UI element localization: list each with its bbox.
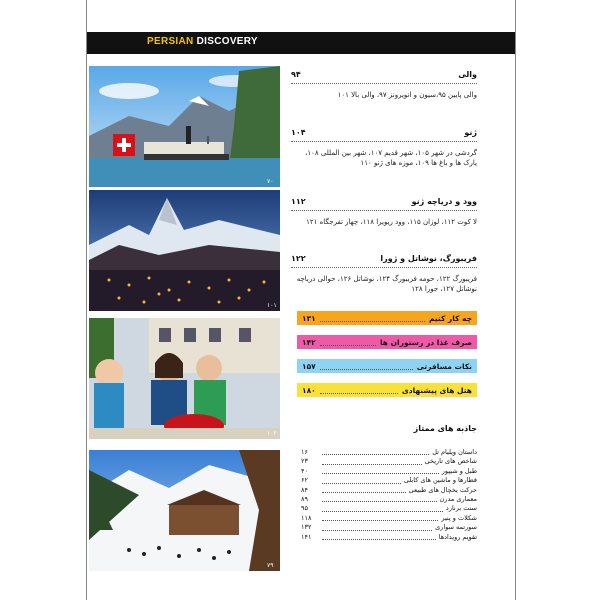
header-band (87, 32, 515, 54)
toc-section (291, 70, 477, 100)
photo-ski-village (89, 450, 280, 571)
toc-section-head[interactable] (291, 70, 477, 79)
toc-bar-page: ۱۸۰ (302, 385, 316, 395)
toc-section (291, 254, 477, 294)
leader-dots (320, 387, 398, 394)
toc-bar-label: چه کار کنیم (428, 313, 472, 323)
toc-section-body: لا کوت ۱۱۲، لوزان ۱۱۵، وود ریویرا ۱۱۸، چهار تفرجگاه ۱۲۱ (306, 218, 477, 226)
list-item[interactable]: طبل و شیپور ۴۰ (301, 466, 477, 475)
toc-section-head[interactable] (291, 254, 477, 263)
toc-bar-hotels[interactable] (297, 383, 477, 397)
attractions-list (301, 448, 477, 542)
photo-page-number: ۷۰ (267, 178, 274, 185)
toc-bar-label: هتل های پیشنهادی (401, 385, 472, 395)
toc-bar-label: صرف غذا در رستوران ها (379, 337, 472, 347)
toc-section-page: ۱۱۲ (291, 197, 306, 206)
photo-fondue-friends (89, 318, 280, 439)
attractions-title: جاذبه های ممتاز (413, 424, 477, 433)
toc-section (291, 128, 477, 168)
photo-page-number: ۷۹ (267, 562, 274, 569)
toc-section-body: والی پایین ۹۵،سیون و انویرونز ۹۷، والی بالا ۱۰۱ (337, 91, 477, 99)
leader-dots (320, 315, 425, 322)
list-item[interactable]: معماری مدرن ۸۹ (301, 495, 477, 504)
toc-section-title: والی (458, 70, 477, 79)
toc-bar-label: نکات مسافرتی (416, 361, 472, 371)
toc-bar-page: ۱۵۷ (302, 361, 316, 371)
list-item[interactable]: شاخص های تاریخی ۲۳ (301, 457, 477, 466)
toc-bar-activities[interactable] (297, 311, 477, 325)
toc-section (291, 197, 477, 227)
toc-section-page: ۹۴ (291, 70, 301, 79)
toc-section-title: ژنو (464, 128, 477, 137)
divider (291, 210, 477, 211)
toc-section-page: ۱۰۴ (291, 128, 306, 137)
book-page (86, 0, 516, 600)
leader-dots (320, 363, 413, 370)
leader-dots (320, 339, 376, 346)
photo-page-number: ۱۰۲ (267, 430, 277, 437)
toc-section-title: وود و دریاچه ژنو (411, 197, 477, 206)
toc-section-body: فریبورگ ۱۲۲، حومه فریبورگ ۱۲۴، نوشاتل ۱۲۶، حوالی دریاچه نوشاتل ۱۲۷، جورا ۱۲۸ (296, 275, 477, 293)
brand-title: PERSIAN DISCOVERY (147, 36, 258, 47)
list-item[interactable]: تقویم رویدادها ۱۴۱ (301, 532, 477, 541)
divider (291, 141, 477, 142)
toc-bar-travel-tips[interactable] (297, 359, 477, 373)
toc-section-head[interactable] (291, 128, 477, 137)
toc-section-title: فریبورگ، نوشاتل و ژورا (380, 254, 477, 263)
toc-section-body: گردشی در شهر ۱۰۵، شهر قدیم ۱۰۷، شهر بین المللی ۱۰۸، پارک ها و باغ ها ۱۰۹، موزه های ژنو ۱۱۰ (305, 149, 477, 167)
list-item[interactable]: سورتمه سواری ۱۳۲ (301, 523, 477, 532)
list-item[interactable]: حرکت یخچال های طبیعی ۸۴ (301, 485, 477, 494)
toc-section-head[interactable] (291, 197, 477, 206)
toc-section-page: ۱۲۲ (291, 254, 306, 263)
divider (291, 83, 477, 84)
photo-lake-steamboat (89, 66, 280, 187)
toc-bar-dining[interactable] (297, 335, 477, 349)
list-item[interactable]: شکلات و پنیر ۱۱۸ (301, 513, 477, 522)
list-item[interactable]: سنت برنارد ۹۵ (301, 504, 477, 513)
toc-bar-page: ۱۳۱ (302, 313, 316, 323)
toc-bar-page: ۱۴۲ (302, 337, 316, 347)
divider (291, 267, 477, 268)
photo-page-number: ۱۰۱ (267, 302, 277, 309)
photo-matterhorn-village (89, 190, 280, 311)
list-item[interactable]: داستان ویلیام تل ۱۶ (301, 448, 477, 456)
list-item[interactable]: قطارها و ماشین های کابلی ۶۲ (301, 476, 477, 485)
